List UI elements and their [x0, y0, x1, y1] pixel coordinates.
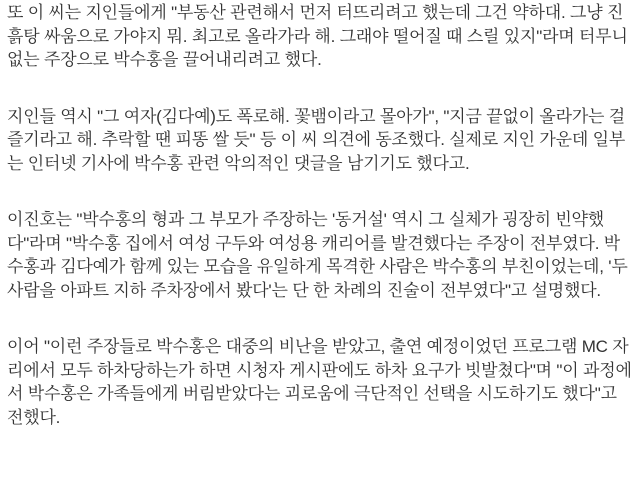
article-paragraph-1: 또 이 씨는 지인들에게 "부동산 관련해서 먼저 터뜨리려고 했는데 그건 약하대. 그냥 진흙탕 싸움으로 가야지 뭐. 최고로 올라가라 해. 그래야 떨어질 때 스릴 있지"라며 터무니없는 주장으로 박수홍을 끌어내리려고 했다.	[7, 3, 628, 69]
article-paragraph-4: 이어 "이런 주장들로 박수홍은 대중의 비난을 받았고, 출연 예정이었던 프로그램 MC 자리에서 모두 하차당하는가 하면 시청자 게시판에도 하차 요구가 빗발쳤다"며 "이 과정에서 박수홍은 가족들에게 버림받았다는 괴로움에 극단적인 선택을 시도하기도 했다"고 전했다.	[7, 337, 632, 427]
article-paragraph-3: 이진호는 "박수홍의 형과 그 부모가 주장하는 '동거설' 역시 그 실체가 굉장히 빈약했다"라며 "박수홍 집에서 여성 구두와 여성용 캐리어를 발견했다는 주장이 전부였다. 박수홍과 김다예가 함께 있는 모습을 유일하게 목격한 사람은 박수홍의 부친이었는데, '두 사람을 아파트 지하 주차장에서 봤다'는 단 한 차례의 진술이 전부였다"고 설명했다.	[7, 210, 628, 300]
article-paragraph-2: 지인들 역시 "그 여자(김다예)도 폭로해. 꽃뱀이라고 몰아가", "지금 끝없이 올라가는 걸 즐기라고 해. 추락할 땐 피똥 쌀 듯" 등 이 씨 의견에 동조했다. 실제로 지인 가운데 일부는 인터넷 기사에 박수홍 관련 악의적인 댓글을 남기기도 했다고.	[7, 106, 626, 173]
